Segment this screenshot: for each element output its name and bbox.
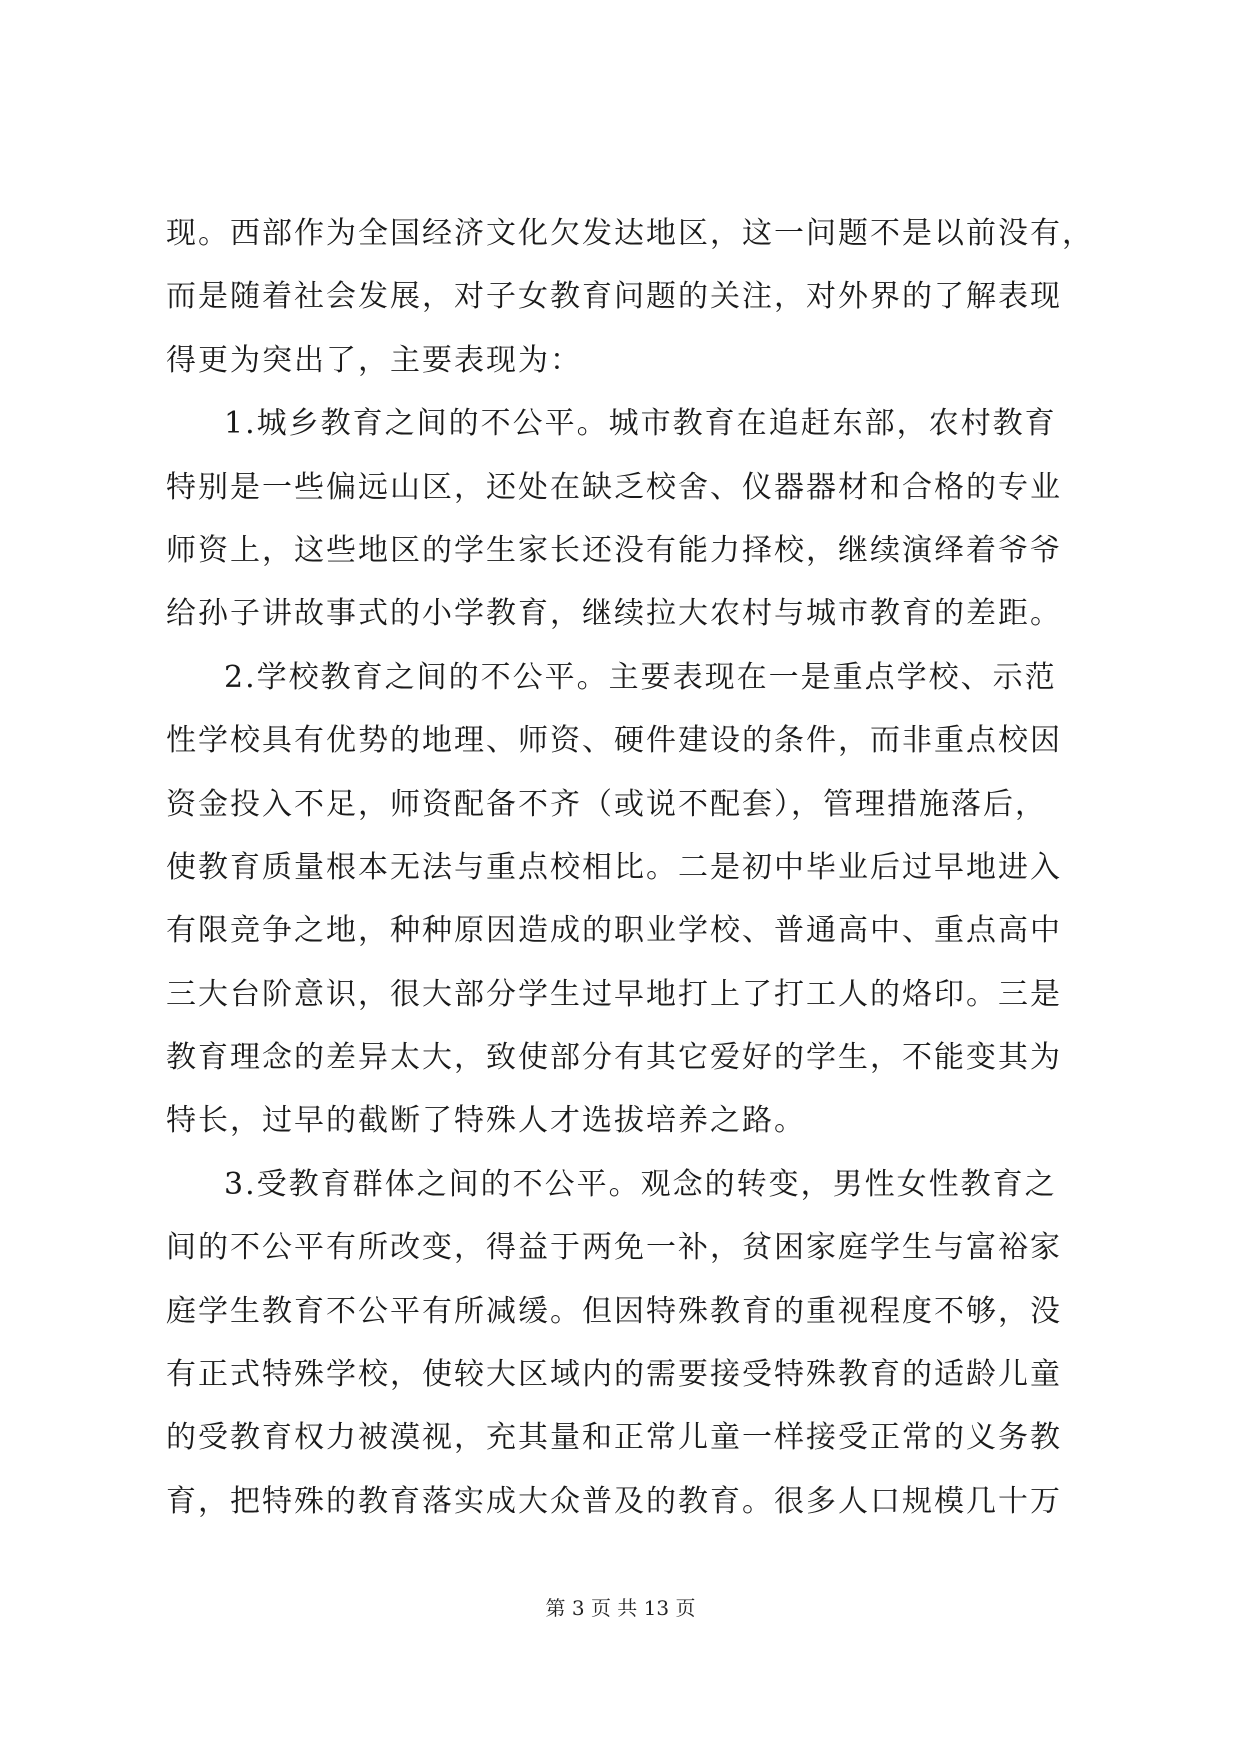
text-line: 有限竞争之地，种种原因造成的职业学校、普通高中、重点高中 [166, 913, 1062, 949]
body-text [166, 202, 1094, 1533]
text-line: 性学校具有优势的地理、师资、硬件建设的条件，而非重点校因 [166, 723, 1062, 759]
text-line: 间的不公平有所改变，得益于两免一补，贫困家庭学生与富裕家 [166, 1230, 1062, 1266]
text-line: 1.城乡教育之间的不公平。城市教育在追赶东部，农村教育 [224, 406, 1057, 442]
text-line: 教育理念的差异太大，致使部分有其它爱好的学生，不能变其为 [166, 1040, 1062, 1076]
text-line: 3.受教育群体之间的不公平。观念的转变，男性女性教育之 [224, 1166, 1057, 1202]
text-line: 而是随着社会发展，对子女教育问题的关注，对外界的了解表现 [166, 279, 1062, 315]
text-line: 资金投入不足，师资配备不齐（或说不配套），管理措施落后， [166, 786, 1047, 822]
text-line: 2.学校教育之间的不公平。主要表现在一是重点学校、示范 [224, 659, 1057, 695]
text-line: 使教育质量根本无法与重点校相比。二是初中毕业后过早地进入 [166, 849, 1062, 885]
text-line: 育，把特殊的教育落实成大众普及的教育。很多人口规模几十万 [166, 1483, 1062, 1519]
text-line: 有正式特殊学校，使较大区域内的需要接受特殊教育的适龄儿童 [166, 1357, 1062, 1393]
text-line: 庭学生教育不公平有所减缓。但因特殊教育的重视程度不够，没 [166, 1293, 1062, 1329]
text-line: 特长，过早的截断了特殊人才选拔培养之路。 [166, 1103, 806, 1139]
text-line: 特别是一些偏远山区，还处在缺乏校舍、仪器器材和合格的专业 [166, 469, 1062, 505]
text-line: 得更为突出了，主要表现为： [166, 342, 582, 378]
text-line: 师资上，这些地区的学生家长还没有能力择校，继续演绎着爷爷 [166, 532, 1062, 568]
text-line: 的受教育权力被漠视，充其量和正常儿童一样接受正常的义务教 [166, 1420, 1062, 1456]
text-line: 三大台阶意识，很大部分学生过早地打上了打工人的烙印。三是 [166, 976, 1062, 1012]
page-number-footer: 第 3 页 共 13 页 [545, 1596, 696, 1620]
text-line: 现。西部作为全国经济文化欠发达地区，这一问题不是以前没有， [166, 216, 1094, 251]
text-line: 给孙子讲故事式的小学教育，继续拉大农村与城市教育的差距。 [166, 596, 1062, 632]
